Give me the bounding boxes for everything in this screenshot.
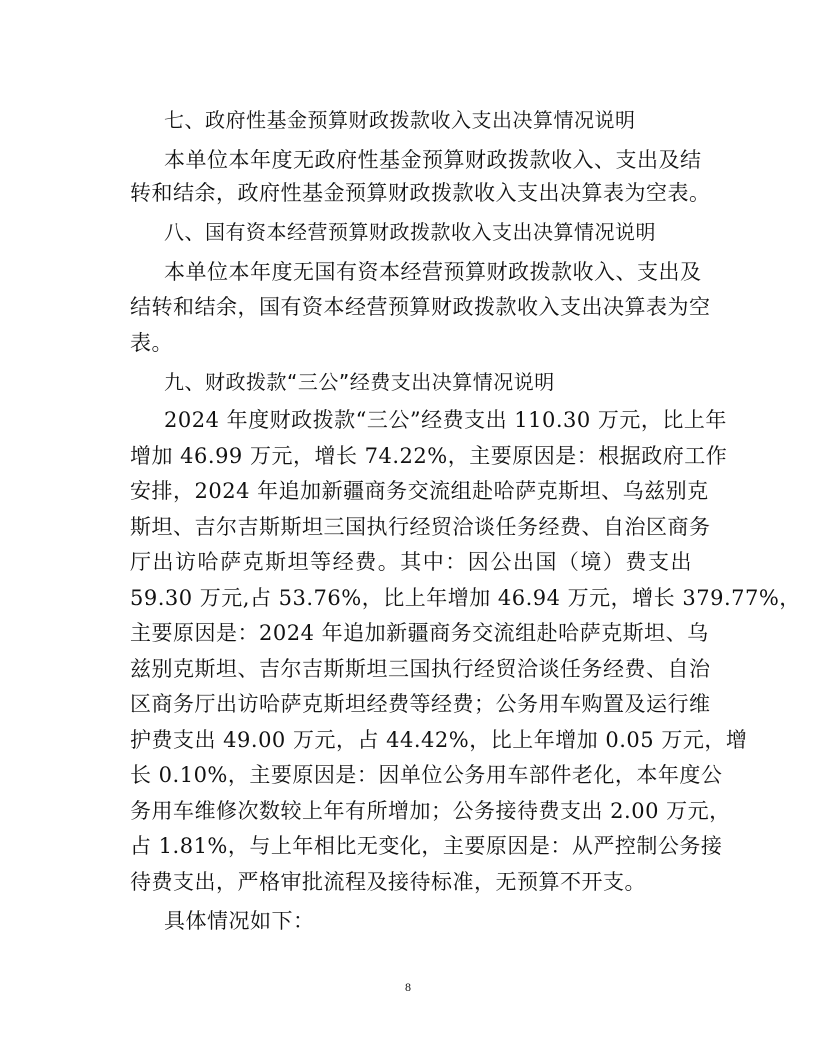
section-9-paragraph-line: 主要原因是：2024 年追加新疆商务交流组赴哈萨克斯坦、乌 — [130, 621, 709, 645]
section-8-paragraph-line: 本单位本年度无国有资本经营预算财政拨款收入、支出及 — [164, 260, 702, 284]
section-8-paragraph-line: 结转和结余，国有资本经营预算财政拨款收入支出决算表为空 — [130, 295, 711, 319]
section-7-paragraph-line: 转和结余，政府性基金预算财政拨款收入支出决算表为空表。 — [130, 181, 711, 205]
section-8-heading: 八、国有资本经营预算财政拨款收入支出决算情况说明 — [164, 220, 656, 244]
section-8-paragraph-line: 表。 — [130, 331, 173, 355]
section-9-heading: 九、财政拨款“三公”经费支出决算情况说明 — [164, 370, 555, 394]
section-9-paragraph-line: 斯坦、吉尔吉斯斯坦三国执行经贸洽谈任务经费、自治区商务 — [130, 515, 711, 539]
section-9-paragraph-line: 务用车维修次数较上年有所增加；公务接待费支出 2.00 万元， — [130, 799, 731, 823]
section-9-paragraph-line: 厅出访哈萨克斯坦等经费。其中：因公出国（境）费支出 — [130, 550, 692, 574]
section-9-paragraph-line: 占 1.81%，与上年相比无变化，主要原因是：从严控制公务接 — [130, 834, 723, 858]
section-9-paragraph-line: 待费支出，严格审批流程及接待标准，无预算不开支。 — [130, 870, 646, 894]
section-9-paragraph-line: 59.30 万元,占 53.76%，比上年增加 46.94 万元，增长 379.77%， — [130, 586, 801, 610]
section-9-paragraph-line: 增加 46.99 万元，增长 74.22%，主要原因是：根据政府工作 — [130, 444, 728, 468]
section-7-heading: 七、政府性基金预算财政拨款收入支出决算情况说明 — [164, 108, 636, 132]
section-9-paragraph-line: 2024 年度财政拨款“三公”经费支出 110.30 万元，比上年 — [164, 408, 727, 432]
section-9-paragraph-line: 长 0.10%，主要原因是：因单位公务用车部件老化，本年度公 — [130, 763, 723, 787]
section-9-paragraph-line: 区商务厅出访哈萨克斯坦经费等经费；公务用车购置及运行维 — [130, 692, 711, 716]
section-9-details-intro: 具体情况如下： — [164, 909, 315, 933]
section-9-paragraph-line: 护费支出 49.00 万元，占 44.42%，比上年增加 0.05 万元，增 — [130, 728, 748, 752]
section-9-paragraph-line: 安排，2024 年追加新疆商务交流组赴哈萨克斯坦、乌兹别克 — [130, 479, 709, 503]
section-7-paragraph-line: 本单位本年度无政府性基金预算财政拨款收入、支出及结 — [164, 148, 702, 172]
page-number: 8 — [405, 980, 411, 994]
section-9-paragraph-line: 兹别克斯坦、吉尔吉斯斯坦三国执行经贸洽谈任务经费、自治 — [130, 657, 711, 681]
